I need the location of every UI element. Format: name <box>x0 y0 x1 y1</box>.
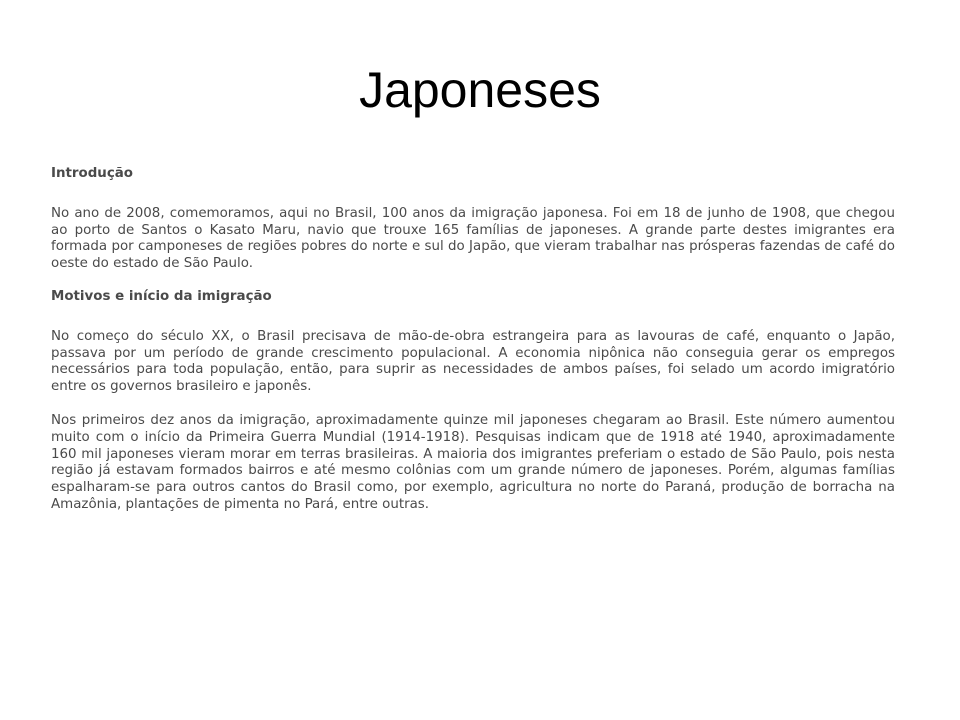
spacer <box>51 273 895 289</box>
slide-body <box>51 166 895 514</box>
paragraph-motivos-2: Nos primeiros dez anos da imigração, aproximadamente quinze mil japoneses chegaram ao Brasil. Este número aumentou muito com o início da Primeira Guerra Mundial (1914-1918). Pesquisas indicam que de 1918 até 1940, aproximadamente 160 mil japoneses vieram morar em terras brasileiras. A maioria dos imigrantes preferiam o estado de São Paulo, pois nesta região já estavam formados bairros e até mesmo colônias com um grande número de japoneses. Porém, algumas famílias espalharam-se para outros cantos do Brasil como, por exemplo, agricultura no norte do Paraná, produção de borracha na Amazônia, plantações de pimenta no Pará, entre outras. <box>51 412 895 512</box>
paragraph-motivos-1: No começo do século XX, o Brasil precisava de mão-de-obra estrangeira para as lavouras de café, enquanto o Japão, passava por um período de grande crescimento populacional. A economia nipônica não conseguia gerar os empregos necessários para toda população, então, para suprir as necessidades de ambos países, foi selado um acordo imigratório entre os governos brasileiro e japonês. <box>51 328 895 395</box>
spacer <box>51 183 895 206</box>
paragraph-introducao: No ano de 2008, comemoramos, aqui no Brasil, 100 anos da imigração japonesa. Foi em 18 de junho de 1908, que chegou ao porto de Santos o Kasato Maru, navio que trouxe 165 famílias de japoneses. A grande parte destes imigrantes era formada por camponeses de regiões pobres do norte e sul do Japão, que vieram trabalhar nas prósperas fazendas de café do oeste do estado de São Paulo. <box>51 205 895 272</box>
section-heading-motivos: Motivos e início da imigração <box>51 288 272 304</box>
section-heading-introducao: Introdução <box>51 166 134 181</box>
spacer <box>51 396 895 413</box>
slide-title: Japoneses <box>359 62 601 118</box>
spacer <box>51 306 895 329</box>
